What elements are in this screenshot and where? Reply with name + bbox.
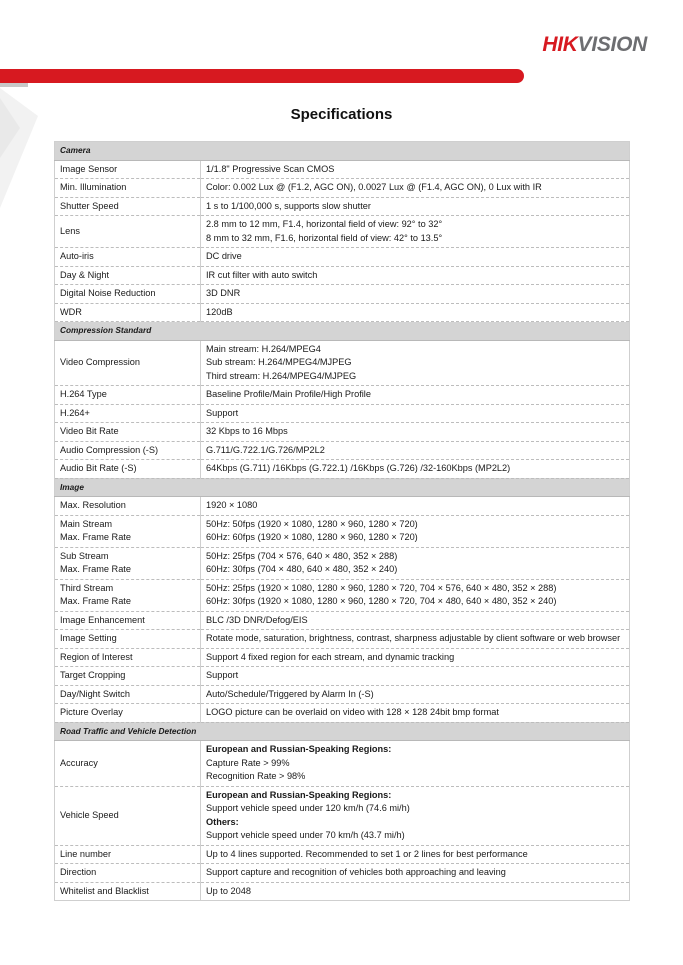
spec-row [55, 497, 630, 516]
spec-row [55, 579, 630, 611]
spec-label: Direction [55, 864, 201, 883]
spec-value-line: Main stream: H.264/MPEG4 [206, 343, 321, 354]
spec-value [201, 266, 630, 285]
spec-row [55, 460, 630, 479]
spec-row [55, 786, 630, 845]
spec-label: Day/Night Switch [55, 685, 201, 704]
spec-value [201, 303, 630, 322]
spec-value-line: Support [206, 670, 239, 680]
spec-value-line: Third stream: H.264/MPEG4/MJPEG [206, 370, 357, 381]
spec-row [55, 630, 630, 649]
spec-value [201, 882, 630, 901]
spec-value-line: 3D DNR [206, 288, 241, 298]
spec-value-line: 60Hz: 30fps (704 × 480, 640 × 480, 352 × 240) [206, 564, 398, 574]
spec-label: Video Bit Rate [55, 423, 201, 442]
spec-label: WDR [55, 303, 201, 322]
spec-label: Auto-iris [55, 248, 201, 267]
spec-value-line: IR cut filter with auto switch [206, 269, 318, 280]
spec-value-line: Color: 0.002 Lux @ (F1.2, AGC ON), 0.0027 Lux @ (F1.4, AGC ON), 0 Lux with IR [206, 182, 542, 192]
spec-value [201, 423, 630, 442]
section-title: Road Traffic and Vehicle Detection [55, 722, 630, 741]
spec-label: Accuracy [55, 741, 201, 787]
spec-label: Whitelist and Blacklist [55, 882, 201, 901]
section-title: Camera [55, 142, 630, 161]
spec-label: Image Sensor [55, 160, 201, 179]
spec-label: Region of Interest [55, 648, 201, 667]
spec-value [201, 786, 630, 845]
spec-label: Image Enhancement [55, 611, 201, 630]
spec-value [201, 667, 630, 686]
spec-value-line: Sub stream: H.264/MPEG4/MJPEG [206, 357, 352, 367]
page-title: Specifications [290, 106, 393, 123]
spec-label: Image Setting [55, 630, 201, 649]
spec-value [201, 648, 630, 667]
brand-logo [542, 33, 647, 57]
spec-label: Audio Bit Rate (-S) [55, 460, 201, 479]
spec-label: Min. Illumination [55, 179, 201, 198]
spec-value-line: Others: [206, 816, 239, 827]
spec-value [201, 441, 630, 460]
spec-value-line: BLC /3D DNR/Defog/EIS [206, 614, 308, 625]
spec-value [201, 340, 630, 386]
spec-label: Target Cropping [55, 667, 201, 686]
spec-row [55, 179, 630, 198]
spec-value-line: Support vehicle speed under 120 km/h (74.6 mi/h) [206, 803, 410, 813]
spec-value-line: Recognition Rate > 98% [206, 771, 306, 781]
spec-row [55, 303, 630, 322]
spec-value-line: Support 4 fixed region for each stream, and dynamic tracking [206, 651, 455, 662]
section-title: Image [55, 478, 630, 497]
spec-value [201, 579, 630, 611]
spec-value-line: Support vehicle speed under 70 km/h (43.7 mi/h) [206, 830, 405, 840]
spec-value-line: 1920 × 1080 [206, 500, 258, 510]
spec-value [201, 248, 630, 267]
spec-label: Video Compression [55, 340, 201, 386]
spec-value [201, 845, 630, 864]
section-title: Compression Standard [55, 322, 630, 341]
spec-value-line: 8 mm to 32 mm, F1.6, horizontal field of view: 42° to 13.5° [206, 232, 443, 243]
spec-label: Picture Overlay [55, 704, 201, 723]
spec-value [201, 216, 630, 248]
spec-row [55, 197, 630, 216]
spec-value-line: 120dB [206, 306, 233, 317]
spec-value-line: Up to 4 lines supported. Recommended to set 1 or 2 lines for best performance [206, 848, 528, 859]
spec-row [55, 704, 630, 723]
spec-value-line: 50Hz: 25fps (704 × 576, 640 × 480, 352 × 288) [206, 550, 398, 561]
spec-label: Digital Noise Reduction [55, 285, 201, 304]
header-gray-accent [0, 83, 28, 87]
spec-value-line: 1 s to 1/100,000 s, supports slow shutter [206, 200, 371, 211]
spec-value [201, 685, 630, 704]
spec-row [55, 515, 630, 547]
spec-row [55, 386, 630, 405]
spec-row [55, 864, 630, 883]
spec-label: Max. Resolution [55, 497, 201, 516]
spec-label: Vehicle Speed [55, 786, 201, 845]
spec-row [55, 845, 630, 864]
spec-value-line: Baseline Profile/Main Profile/High Profile [206, 389, 371, 399]
spec-value [201, 460, 630, 479]
spec-value [201, 404, 630, 423]
spec-value-line: 32 Kbps to 16 Mbps [206, 426, 288, 436]
spec-label: Main Stream Max. Frame Rate [55, 515, 201, 547]
section-header [55, 322, 630, 341]
spec-label: H.264+ [55, 404, 201, 423]
spec-row [55, 611, 630, 630]
spec-row [55, 404, 630, 423]
brand-logo-part2: VISION [577, 33, 647, 56]
spec-value [201, 179, 630, 198]
spec-value-line: DC drive [206, 251, 242, 261]
spec-value [201, 704, 630, 723]
spec-label: Lens [55, 216, 201, 248]
spec-value [201, 386, 630, 405]
spec-label: Line number [55, 845, 201, 864]
spec-value-line: G.711/G.722.1/G.726/MP2L2 [206, 444, 325, 455]
spec-label: Third Stream Max. Frame Rate [55, 579, 201, 611]
spec-value-line: Rotate mode, saturation, brightness, contrast, sharpness adjustable by client software or web browser [206, 633, 621, 643]
spec-value-line: Auto/Schedule/Triggered by Alarm In (-S) [206, 688, 374, 699]
spec-value [201, 160, 630, 179]
header-red-bar [0, 69, 524, 83]
section-header [55, 722, 630, 741]
spec-value-line: 60Hz: 60fps (1920 × 1080, 1280 × 960, 1280 × 720) [206, 532, 418, 542]
spec-label: Shutter Speed [55, 197, 201, 216]
spec-label: Audio Compression (-S) [55, 441, 201, 460]
spec-label: Day & Night [55, 266, 201, 285]
spec-value [201, 285, 630, 304]
spec-row [55, 547, 630, 579]
spec-row [55, 216, 630, 248]
spec-value-line: 60Hz: 30fps (1920 × 1080, 1280 × 960, 1280 × 720, 704 × 480, 640 × 480, 352 × 240) [206, 596, 557, 606]
spec-value [201, 497, 630, 516]
specifications-table [54, 141, 630, 901]
spec-row [55, 285, 630, 304]
spec-value-line: Capture Rate > 99% [206, 757, 290, 768]
spec-value-line: European and Russian-Speaking Regions: [206, 789, 392, 800]
spec-value-line: Support [206, 407, 239, 418]
spec-row [55, 441, 630, 460]
spec-row [55, 423, 630, 442]
brand-logo-part1: HIK [542, 33, 578, 56]
spec-value-line: 2.8 mm to 12 mm, F1.4, horizontal field of view: 92° to 32° [206, 219, 443, 229]
spec-row [55, 248, 630, 267]
spec-value-line: 50Hz: 50fps (1920 × 1080, 1280 × 960, 1280 × 720) [206, 518, 418, 529]
section-header [55, 478, 630, 497]
spec-row [55, 160, 630, 179]
spec-value [201, 611, 630, 630]
spec-value-line: Support capture and recognition of vehicles both approaching and leaving [206, 867, 506, 877]
spec-row [55, 741, 630, 787]
spec-value [201, 630, 630, 649]
spec-row [55, 648, 630, 667]
spec-value-line: 64Kbps (G.711) /16Kbps (G.722.1) /16Kbps (G.726) /32-160Kbps (MP2L2) [206, 463, 511, 473]
spec-value-line: LOGO picture can be overlaid on video with 128 × 128 24bit bmp format [206, 707, 499, 717]
spec-row [55, 266, 630, 285]
spec-row [55, 340, 630, 386]
spec-row [55, 667, 630, 686]
spec-row [55, 685, 630, 704]
spec-value-line: Up to 2048 [206, 885, 251, 896]
spec-label: Sub Stream Max. Frame Rate [55, 547, 201, 579]
spec-label: H.264 Type [55, 386, 201, 405]
spec-row [55, 882, 630, 901]
spec-value [201, 515, 630, 547]
spec-value-line: European and Russian-Speaking Regions: [206, 744, 392, 754]
spec-value [201, 547, 630, 579]
spec-value [201, 741, 630, 787]
section-header [55, 142, 630, 161]
spec-value [201, 864, 630, 883]
spec-value [201, 197, 630, 216]
spec-value-line: 50Hz: 25fps (1920 × 1080, 1280 × 960, 1280 × 720, 704 × 576, 640 × 480, 352 × 288) [206, 582, 557, 593]
spec-value-line: 1/1.8" Progressive Scan CMOS [206, 163, 335, 174]
